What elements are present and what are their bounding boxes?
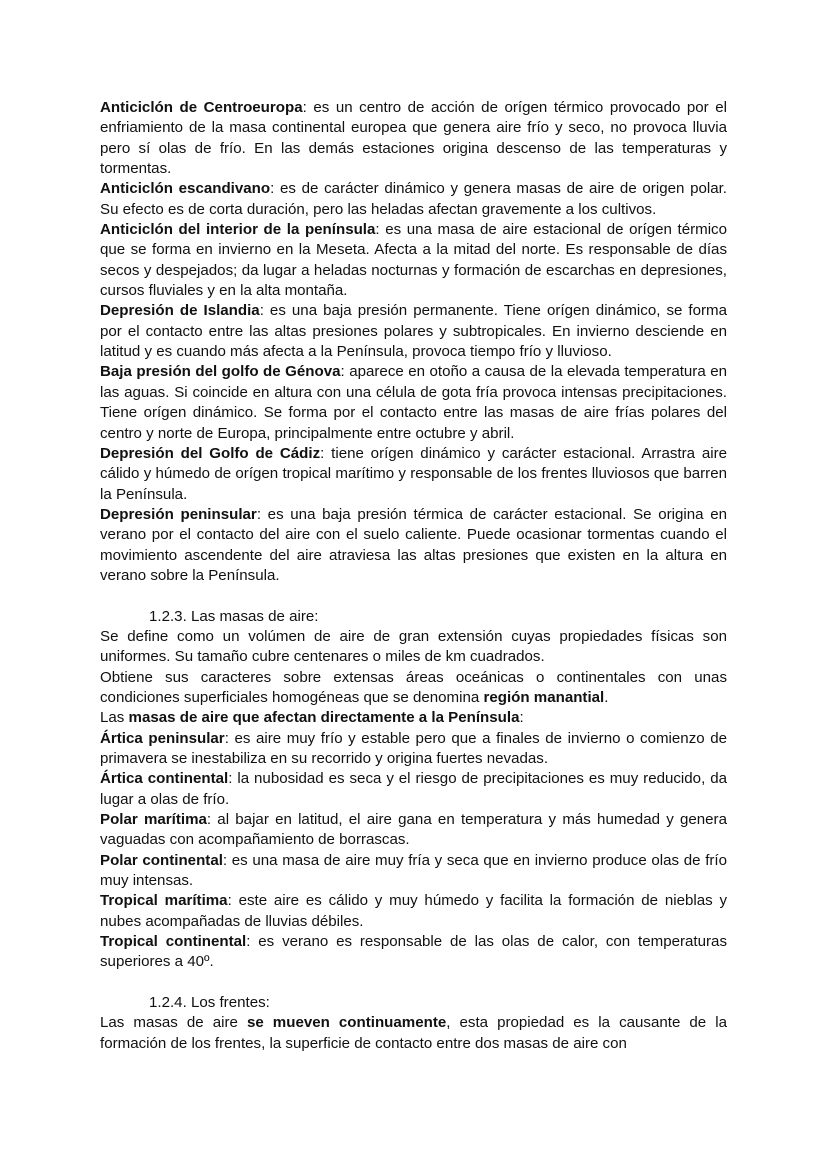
paragraph-depresion-islandia [100, 301, 727, 362]
text: Las masas de aire [100, 1014, 247, 1032]
definition: : es verano es responsable de las olas de calor, con temperaturas superiores a 40º. [100, 933, 727, 971]
paragraph-depresion-cadiz [100, 444, 727, 505]
paragraph-polar-continental [100, 851, 727, 892]
paragraph-artica-peninsular [100, 729, 727, 770]
definition: : aparece en otoño a causa de la elevada temperatura en las aguas. Si coincide en altura con una célula de gota fría provoca intensas precipitaciones. Tiene orígen dinámico. Se forma por el contacto entre las masas de aire frías polares del centro y norte de Europa, principalmente entre octubre y abril. [100, 363, 728, 442]
term: región manantial [483, 688, 605, 706]
term: se mueven continuamente [246, 1014, 447, 1032]
paragraph-region-manantial [100, 668, 727, 709]
definition: : es aire muy frío y estable pero que a finales de invierno o comienzo de primavera se inestabiliza en su recorrido y origina fuertes nevadas. [100, 729, 727, 767]
text: , esta propiedad es la causante de la formación de los frentes, la superficie de contacto entre dos masas de aire con [100, 1014, 727, 1052]
paragraph-masas-definicion: Se define como un volúmen de aire de gran extensión cuyas propiedades físicas son uniformes. Su tamaño cubre centenares o miles de km cuadrados. [100, 627, 727, 666]
definition: : es de carácter dinámico y genera masas de aire de origen polar. Su efecto es de corta duración, pero las heladas afectan gravemente a los cultivos. [100, 180, 727, 218]
term: Ártica continental [100, 770, 229, 788]
definition: : es una masa de aire muy fría y seca que en invierno produce olas de frío muy intensas. [100, 851, 727, 890]
term: Ártica peninsular [100, 729, 225, 747]
term: Polar continental [100, 851, 223, 869]
definition: : al bajar en latitud, el aire gana en temperatura y más humedad y genera vaguadas con acompañamiento de borrascas. [100, 811, 727, 849]
paragraph-frentes [100, 1013, 727, 1054]
paragraph-anticiclon-escandinavo [100, 179, 727, 220]
term: masas de aire que afectan directamente a la Península [128, 709, 520, 727]
definition: : es un centro de acción de orígen térmico provocado por el enfriamiento de la masa continental europea que genera aire frío y seco, no provoca lluvia pero sí olas de frío. En las demás estaciones origina descenso de las temperaturas y tormentas. [100, 99, 727, 178]
term: Depresión peninsular [100, 505, 257, 523]
term: Anticiclón del interior de la península [100, 221, 376, 239]
term: Anticiclón de Centroeuropa [100, 99, 303, 116]
definition: : es una baja presión térmica de carácter estacional. Se origina en verano por el contacto del aire con el suelo caliente. Puede ocasionar tormentas cuando el movimiento ascendente del aire atraviesa las altas presiones que existen en la altura en verano sobre la Península. [100, 505, 728, 584]
paragraph-depresion-peninsular [100, 505, 727, 586]
text: Las [100, 709, 129, 727]
term: Depresión de Islandia [100, 302, 260, 320]
definition: : la nubosidad es seca y el riesgo de precipitaciones es muy reducido, da lugar a olas de frío. [100, 770, 727, 808]
text: . [604, 688, 609, 706]
definition: : es una baja presión permanente. Tiene orígen dinámico, se forma por el contacto entre las altas presiones polares y subtropicales. En invierno desciende en latitud y es cuando más afecta a la Península, provoca tiempo frío y lluvioso. [100, 302, 727, 361]
paragraph-tropical-continental [100, 932, 727, 973]
definition: : tiene orígen dinámico y carácter estacional. Arrastra aire cálido y húmedo de orígen tropical marítimo y responsable de los frentes lluviosos que barren la Península. [100, 444, 727, 503]
term: Tropical continental [100, 933, 247, 951]
term: Depresión del Golfo de Cádiz [100, 444, 321, 462]
paragraph-anticiclon-centroeuropa [100, 98, 727, 179]
paragraph-anticiclon-interior [100, 220, 727, 301]
term: Anticiclón escandivano [100, 180, 271, 198]
definition: : este aire es cálido y muy húmedo y facilita la formación de nieblas y nubes acompañadas de lluvias débiles. [100, 892, 727, 930]
paragraph-artica-continental [100, 769, 727, 810]
paragraph-tropical-maritima [100, 891, 727, 932]
definition: : es una masa de aire estacional de orígen térmico que se forma en invierno en la Meseta. Afecta a la mitad del norte. Es responsable de días secos y despejados; da lugar a heladas nocturnas y formación de escarchas en depresiones, cursos fluviales y en la alta montaña. [100, 221, 727, 300]
text: Obtiene sus caracteres sobre extensas áreas oceánicas o continentales con unas condiciones superficiales homogéneas que se denomina [100, 668, 727, 706]
section-heading-frentes: 1.2.4. Los frentes: [149, 994, 270, 1012]
document-page [100, 98, 727, 1054]
paragraph-polar-maritima [100, 810, 727, 851]
text: : [519, 709, 524, 727]
section-heading-masas-de-aire: 1.2.3. Las masas de aire: [149, 607, 319, 625]
term: Polar marítima [100, 811, 207, 829]
paragraph-masas-peninsula [100, 708, 727, 728]
term: Tropical marítima [100, 892, 228, 910]
term: Baja presión del golfo de Génova [100, 363, 341, 381]
paragraph-baja-genova [100, 362, 727, 443]
